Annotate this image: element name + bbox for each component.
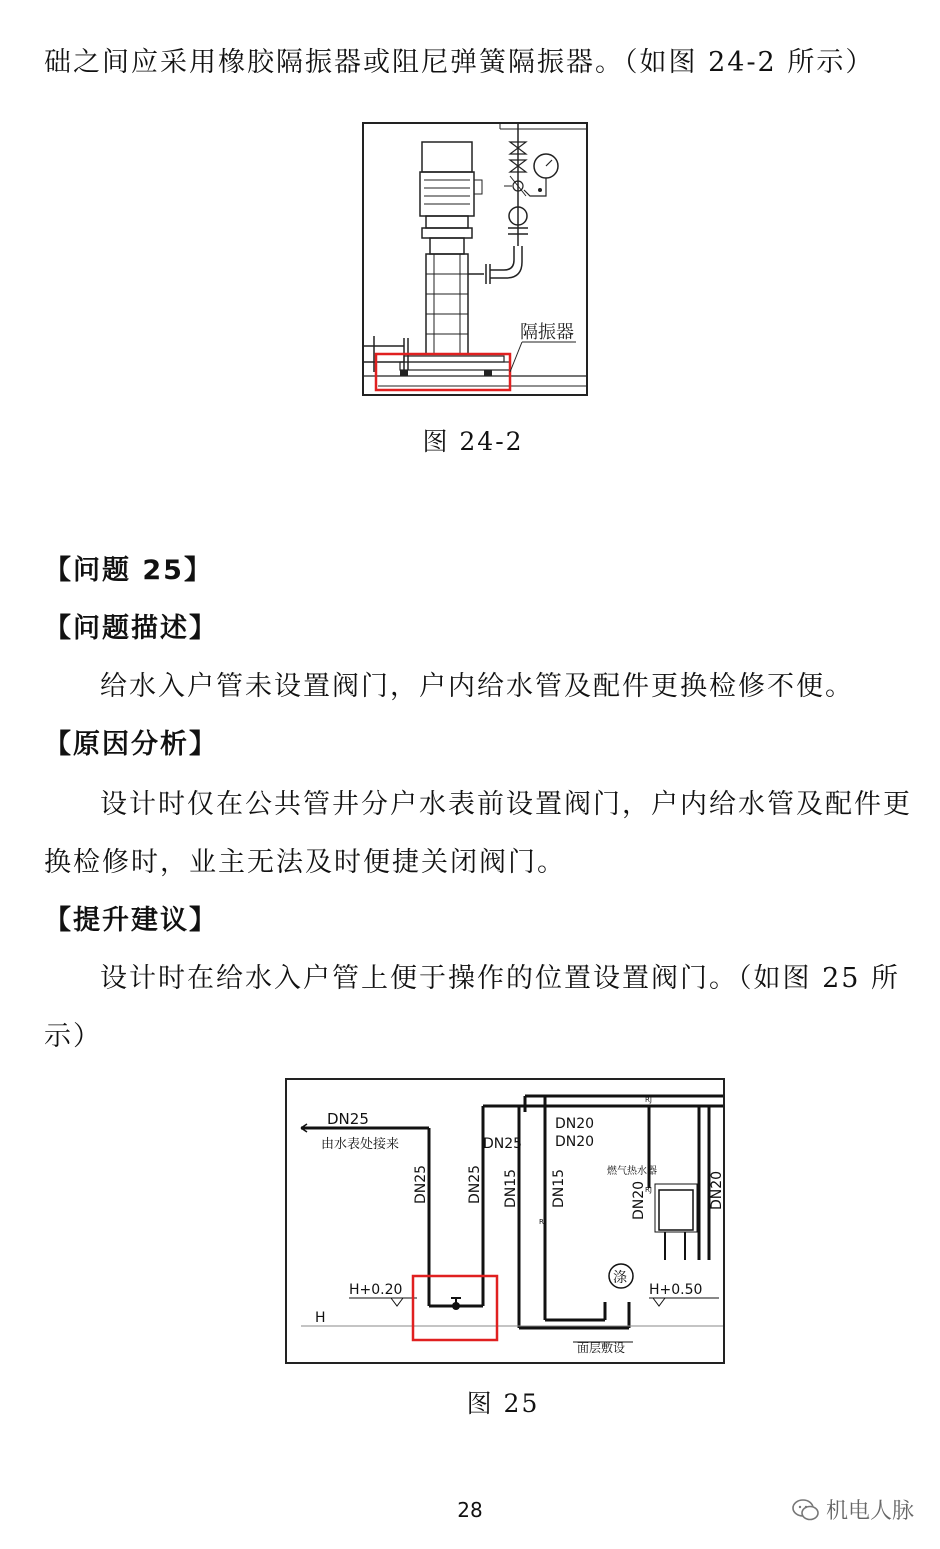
- watermark-text: 机电人脉: [826, 1499, 915, 1524]
- h020-label: H+0.20: [349, 1282, 403, 1298]
- dn20-top-1: DN20: [555, 1116, 595, 1132]
- issue-title: 【问题 25】: [44, 555, 213, 586]
- suggest-heading: 【提升建议】: [44, 905, 218, 936]
- watermark: [792, 1494, 914, 1525]
- rj-label-3: RJ: [645, 1186, 652, 1194]
- suggest-text-line-2: 示）: [44, 1021, 102, 1052]
- rj-label-2: RJ: [539, 1218, 546, 1226]
- figure-25: [285, 1078, 725, 1364]
- dn25-mid-label: DN25: [483, 1136, 523, 1152]
- v-dn25-a: DN25: [413, 1164, 429, 1204]
- motor-body: [420, 172, 474, 216]
- figure-25-caption: 图 25: [466, 1389, 540, 1418]
- v-dn15-b: DN15: [551, 1168, 567, 1208]
- cause-heading: 【原因分析】: [44, 729, 218, 760]
- description-text: 给水入户管未设置阀门，户内给水管及配件更换检修不便。: [100, 671, 854, 702]
- intro-text: 础之间应采用橡胶隔振器或阻尼弹簧隔振器。（如图 24-2 所示）: [44, 47, 875, 78]
- v-dn15-a: DN15: [503, 1168, 519, 1208]
- water-heater-icon: [659, 1190, 693, 1230]
- wechat-icon: [792, 1498, 820, 1522]
- pump-drawing: [364, 124, 586, 394]
- h050-label: H+0.50: [649, 1282, 703, 1298]
- v-dn25-b: DN25: [467, 1164, 483, 1204]
- rj-label-1: RJ: [645, 1096, 652, 1104]
- cause-text-line-2: 换检修时，业主无法及时便捷关闭阀门。: [44, 847, 566, 878]
- water-supply-drawing: [287, 1080, 723, 1362]
- description-heading: 【问题描述】: [44, 613, 218, 644]
- suggest-text-line-1: 设计时在给水入户管上便于操作的位置设置阀门。（如图 25 所: [100, 963, 901, 994]
- h-label: H: [315, 1310, 326, 1326]
- mop-label: 涤: [613, 1270, 627, 1286]
- dn25-top-label: DN25: [327, 1110, 369, 1128]
- cause-text-line-1: 设计时仅在公共管井分户水表前设置阀门，户内给水管及配件更: [100, 789, 912, 820]
- v-dn20-b: DN20: [709, 1170, 725, 1210]
- isolator-label: 隔振器: [520, 322, 574, 343]
- pump-column: [426, 254, 468, 354]
- dn20-top-2: DN20: [555, 1134, 595, 1150]
- floor-label: 面层敷设: [577, 1341, 626, 1355]
- source-label: 由水表处接来: [321, 1137, 400, 1152]
- v-dn20-a: DN20: [631, 1180, 647, 1220]
- heater-label: 燃气热水器: [607, 1166, 657, 1177]
- motor-top: [422, 142, 472, 172]
- page-number: 28: [457, 1498, 483, 1522]
- figure-24-2-caption: 图 24-2: [422, 427, 524, 456]
- motor-fins: [424, 180, 470, 204]
- figure-24-2: [362, 122, 588, 396]
